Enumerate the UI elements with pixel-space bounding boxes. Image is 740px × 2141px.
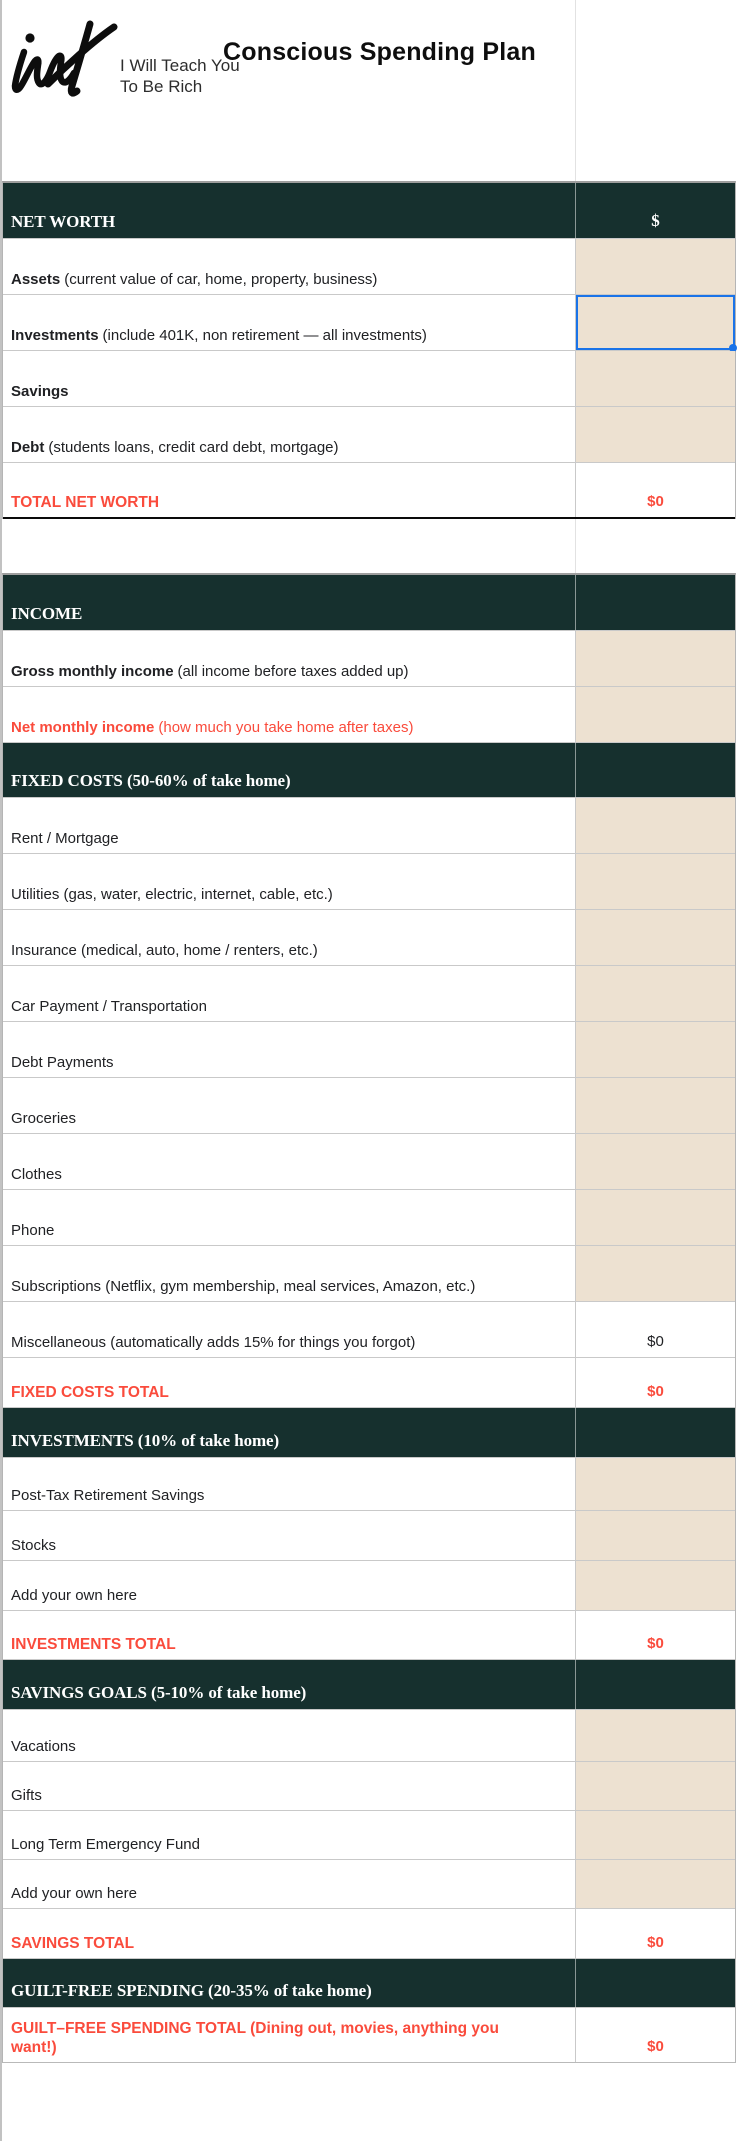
table-row: [3, 910, 735, 966]
total-row: [3, 1909, 735, 1959]
investments-header-value-cell: [576, 1408, 735, 1457]
currency-column-header: $: [651, 211, 660, 230]
cell-fixed-costs-total-label[interactable]: [3, 1358, 576, 1407]
table-row: [3, 1190, 735, 1246]
cell-investments-value-selected[interactable]: [576, 295, 735, 350]
cell-savings-add-own-value[interactable]: [576, 1860, 735, 1908]
investments-header: INVESTMENTS (10% of take home): [3, 1408, 576, 1457]
cell-car-payment-label[interactable]: Car Payment / Transportation: [3, 966, 576, 1021]
cell-miscellaneous-label[interactable]: Miscellaneous (automatically adds 15% for things you forgot): [3, 1302, 576, 1357]
cell-assets-label[interactable]: [3, 239, 576, 294]
table-row: [3, 1762, 735, 1811]
cell-fixed-costs-total-value[interactable]: $0: [647, 1383, 664, 1400]
table-row: [3, 407, 735, 463]
cell-insurance-label[interactable]: Insurance (medical, auto, home / renters, etc.): [3, 910, 576, 965]
assets-note: (current value of car, home, property, business): [64, 271, 378, 288]
net-worth-header: NET WORTH: [3, 183, 576, 238]
total-row: [3, 2008, 735, 2062]
table-row: [3, 798, 735, 854]
savings-goals-header-value-cell: [576, 1660, 735, 1709]
cell-investments-total-value[interactable]: $0: [647, 1635, 664, 1652]
table-row: [3, 1022, 735, 1078]
cell-selection-outline: [576, 295, 735, 350]
cell-savings-value[interactable]: [576, 351, 735, 406]
guilt-free-header-value-cell: [576, 1959, 735, 2007]
cell-debt-payments-value[interactable]: [576, 1022, 735, 1077]
cell-savings-label[interactable]: [3, 351, 576, 406]
cell-gross-income-value[interactable]: [576, 631, 735, 686]
cell-guilt-free-total-label[interactable]: [3, 2008, 576, 2062]
cell-vacations-value[interactable]: [576, 1710, 735, 1761]
cell-debt-label[interactable]: [3, 407, 576, 462]
total-row: [3, 1611, 735, 1660]
investments-header-row: [3, 1408, 735, 1458]
net-income-note: (how much you take home after taxes): [158, 719, 414, 736]
cell-investments-label[interactable]: [3, 295, 576, 350]
cell-post-tax-retirement-label[interactable]: Post-Tax Retirement Savings: [3, 1458, 576, 1510]
cell-insurance-value[interactable]: [576, 910, 735, 965]
table-row: [3, 295, 735, 351]
cell-stocks-label[interactable]: Stocks: [3, 1511, 576, 1560]
table-row: [3, 854, 735, 910]
net-worth-header-row: [3, 183, 735, 239]
table-row: [3, 631, 735, 687]
table-row: [3, 1078, 735, 1134]
table-row: [3, 351, 735, 407]
net-worth-table: [2, 181, 736, 519]
cell-stocks-value[interactable]: [576, 1511, 735, 1560]
guilt-free-header-row: [3, 1959, 735, 2008]
investments-total-label: INVESTMENTS TOTAL: [11, 1636, 176, 1653]
cell-savings-total-label[interactable]: [3, 1909, 576, 1958]
table-row: [3, 1458, 735, 1511]
cell-gross-income-label[interactable]: [3, 631, 576, 686]
net-income-label: Net monthly income: [11, 719, 155, 736]
fixed-costs-total-label: FIXED COSTS TOTAL: [11, 1384, 169, 1401]
iwt-logo: [8, 16, 240, 116]
savings-goals-header-row: [3, 1660, 735, 1710]
cell-car-payment-value[interactable]: [576, 966, 735, 1021]
cell-miscellaneous-value[interactable]: $0: [647, 1333, 664, 1350]
cell-savings-add-own-label[interactable]: Add your own here: [3, 1860, 576, 1908]
total-row: [3, 1358, 735, 1408]
table-row: [3, 1302, 735, 1358]
guilt-free-total-label: GUILT–FREE SPENDING TOTAL (Dining out, movies, anything you want!): [11, 2020, 499, 2056]
cell-debt-payments-label[interactable]: Debt Payments: [3, 1022, 576, 1077]
cell-assets-value[interactable]: [576, 239, 735, 294]
gross-income-label: Gross monthly income: [11, 663, 174, 680]
investments-label: Investments: [11, 327, 99, 344]
fixed-costs-header-row: [3, 743, 735, 798]
cell-post-tax-retirement-value[interactable]: [576, 1458, 735, 1510]
fixed-costs-header-value-cell: [576, 743, 735, 797]
cell-groceries-value[interactable]: [576, 1078, 735, 1133]
income-header-row: [3, 575, 735, 631]
cell-debt-value[interactable]: [576, 407, 735, 462]
brand-text-line2: To Be Rich: [120, 76, 203, 96]
cell-guilt-free-total-value[interactable]: $0: [647, 2038, 664, 2055]
cell-phone-label[interactable]: Phone: [3, 1190, 576, 1245]
spending-plan-table: [2, 573, 736, 2063]
cell-clothes-label[interactable]: Clothes: [3, 1134, 576, 1189]
gross-income-note: (all income before taxes added up): [177, 663, 409, 680]
table-row: [3, 687, 735, 743]
table-row: [3, 1811, 735, 1860]
cell-total-net-worth-value[interactable]: $0: [647, 493, 664, 510]
cell-gifts-label[interactable]: Gifts: [3, 1762, 576, 1810]
cell-investments-add-own-value[interactable]: [576, 1561, 735, 1610]
guilt-free-header: GUILT-FREE SPENDING (20-35% of take home): [3, 1959, 576, 2007]
cell-net-income-label[interactable]: [3, 687, 576, 742]
cell-groceries-label[interactable]: Groceries: [3, 1078, 576, 1133]
debt-label: Debt: [11, 439, 45, 456]
table-row: [3, 1511, 735, 1561]
table-row: [3, 1134, 735, 1190]
cell-emergency-fund-value[interactable]: [576, 1811, 735, 1859]
cell-rent-label[interactable]: Rent / Mortgage: [3, 798, 576, 853]
investments-note: (include 401K, non retirement — all investments): [102, 327, 427, 344]
total-net-worth-label: TOTAL NET WORTH: [11, 494, 160, 511]
cell-investments-total-label[interactable]: [3, 1611, 576, 1659]
assets-label: Assets: [11, 271, 61, 288]
cell-phone-value[interactable]: [576, 1190, 735, 1245]
cell-total-net-worth-label[interactable]: [3, 463, 576, 517]
table-row: [3, 1860, 735, 1909]
cell-savings-total-value[interactable]: $0: [647, 1934, 664, 1951]
cell-emergency-fund-label[interactable]: Long Term Emergency Fund: [3, 1811, 576, 1859]
brand-text-line1: I Will Teach You: [120, 56, 240, 75]
income-header-value-cell: [576, 575, 735, 630]
cell-net-income-value[interactable]: [576, 687, 735, 742]
savings-label: Savings: [11, 383, 69, 400]
table-row: [3, 1710, 735, 1762]
savings-goals-header: SAVINGS GOALS (5-10% of take home): [3, 1660, 576, 1709]
cell-subscriptions-label[interactable]: Subscriptions (Netflix, gym membership, meal services, Amazon, etc.): [3, 1246, 576, 1301]
fixed-costs-header: FIXED COSTS (50-60% of take home): [3, 743, 576, 797]
total-row: [3, 463, 735, 519]
income-header: INCOME: [3, 575, 576, 630]
cell-gifts-value[interactable]: [576, 1762, 735, 1810]
cell-utilities-value[interactable]: [576, 854, 735, 909]
cell-vacations-label[interactable]: Vacations: [3, 1710, 576, 1761]
savings-total-label: SAVINGS TOTAL: [11, 1935, 135, 1952]
debt-note: (students loans, credit card debt, mortgage): [48, 439, 339, 456]
cell-utilities-label[interactable]: Utilities (gas, water, electric, internet, cable, etc.): [3, 854, 576, 909]
cell-clothes-value[interactable]: [576, 1134, 735, 1189]
cell-rent-value[interactable]: [576, 798, 735, 853]
cell-investments-add-own-label[interactable]: Add your own here: [3, 1561, 576, 1610]
table-row: [3, 1561, 735, 1611]
page-title: Conscious Spending Plan: [223, 38, 536, 66]
iwt-script-icon: [8, 18, 126, 110]
table-row: [3, 966, 735, 1022]
table-row: [3, 239, 735, 295]
table-row: [3, 1246, 735, 1302]
cell-subscriptions-value[interactable]: [576, 1246, 735, 1301]
